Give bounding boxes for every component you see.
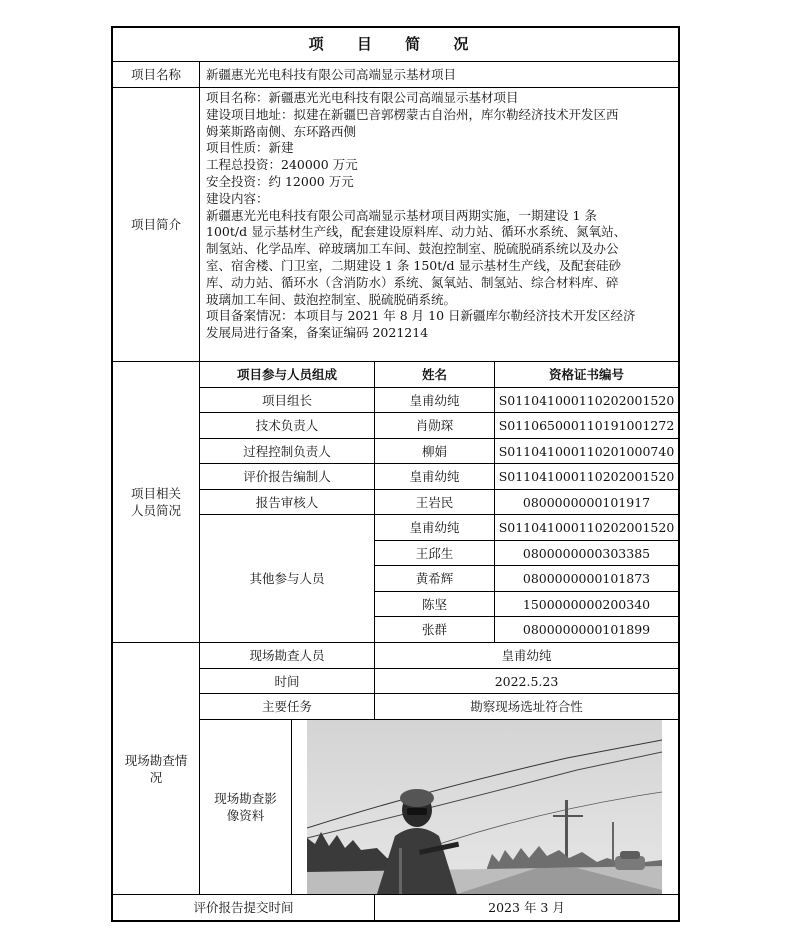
cert-cell: S011041000110202001520	[498, 469, 675, 484]
intro-line: 项目备案情况：本项目与 2021 年 8 月 10 日新疆库尔勒经济技术开发区经济	[206, 308, 636, 324]
cert-cell: S011065000110191001272	[498, 418, 675, 433]
intro-line: 建设项目地址：拟建在新疆巴音郭楞蒙古自治州，库尔勒经济技术开发区西	[206, 106, 619, 122]
site-survey-photo	[307, 720, 662, 894]
intro-label: 项目简介	[130, 217, 181, 232]
name-cell: 陈坚	[421, 596, 447, 612]
intro-line: 100t/d 显示基材生产线，配套建设原料库、动力站、循环水系统、氮氧站、	[206, 224, 627, 240]
project-name-label: 项目名称	[130, 67, 181, 82]
survey-row-value: 勘察现场选址符合性	[470, 699, 583, 714]
role-cell: 项目组长	[261, 392, 312, 408]
name-cell: 肖勋琛	[415, 418, 454, 433]
name-cell: 皇甫幼纯	[409, 392, 460, 408]
personnel-header-cert: 资格证书编号	[548, 367, 624, 382]
cert-cell: 0800000000101873	[522, 571, 651, 586]
project-name-value: 新疆惠光光电科技有限公司高端显示基材项目	[206, 67, 457, 82]
submit-label: 评价报告提交时间	[193, 900, 294, 915]
role-cell: 技术负责人	[255, 418, 319, 433]
intro-line: 新疆惠光光电科技有限公司高端显示基材项目两期实施，一期建设 1 条	[206, 207, 597, 223]
page-title: 项 目 简 况	[308, 35, 483, 53]
intro-line: 建设内容：	[206, 190, 269, 206]
intro-line: 库、动力站、循环水（含消防水）系统、氮氧站、制氢站、综合材料库、碎	[206, 274, 619, 290]
name-cell: 皇甫幼纯	[409, 520, 460, 535]
personnel-label: 项目相关 人员简况	[130, 486, 181, 518]
role-cell: 评价报告编制人	[243, 469, 331, 484]
intro-line: 姆莱斯路南侧、东环路西侧	[206, 123, 357, 139]
survey-row-label: 主要任务	[261, 699, 312, 714]
cert-cell: S011041000110201000740	[498, 443, 675, 459]
intro-line: 制氢站、化学品库、碎玻璃加工车间、鼓泡控制室、脱硫脱硝系统以及办公	[206, 241, 619, 257]
survey-row-label: 现场勘查人员	[249, 648, 325, 663]
personnel-header-name: 姓名	[421, 367, 447, 382]
photo-label: 现场勘查影 像资料	[214, 791, 277, 823]
cert-cell: 0800000000303385	[522, 545, 651, 561]
intro-line: 项目名称：新疆惠光光电科技有限公司高端显示基材项目	[206, 90, 519, 105]
intro-line: 项目性质：新建	[206, 140, 294, 156]
cert-cell: 0800000000101917	[522, 494, 651, 510]
name-cell: 张群	[421, 622, 447, 637]
survey-row-value: 皇甫幼纯	[501, 648, 552, 663]
survey-row-value: 2022.5.23	[494, 673, 559, 689]
name-cell: 王岩民	[415, 494, 454, 510]
name-cell: 黄希辉	[415, 571, 454, 586]
cert-cell: S011041000110202001520	[498, 520, 675, 535]
name-cell: 柳娟	[421, 443, 447, 459]
name-cell: 皇甫幼纯	[409, 469, 460, 484]
intro-line: 玻璃加工车间、鼓泡控制室、脱硫脱硝系统。	[206, 291, 457, 307]
intro-line: 室、宿舍楼、门卫室，二期建设 1 条 150t/d 显示基材生产线，及配套硅砂	[206, 257, 621, 273]
cert-cell: 0800000000101899	[522, 622, 651, 637]
cert-cell: S011041000110202001520	[498, 392, 675, 408]
survey-row-label: 时间	[274, 673, 300, 689]
intro-line: 发展局进行备案，备案证编码 2021214	[206, 325, 429, 341]
cert-cell: 1500000000200340	[522, 596, 651, 612]
intro-text	[206, 90, 676, 342]
survey-label: 现场勘查情 况	[124, 752, 188, 785]
name-cell: 王邱生	[415, 545, 454, 561]
others-label: 其他参与人员	[249, 571, 325, 586]
personnel-header-role: 项目参与人员组成	[236, 367, 337, 382]
role-cell: 过程控制负责人	[243, 443, 331, 459]
submit-value: 2023 年 3 月	[488, 900, 565, 915]
intro-line: 安全投资：约 12000 万元	[206, 173, 354, 189]
intro-line: 工程总投资：240000 万元	[206, 157, 358, 173]
role-cell: 报告审核人	[255, 494, 319, 510]
